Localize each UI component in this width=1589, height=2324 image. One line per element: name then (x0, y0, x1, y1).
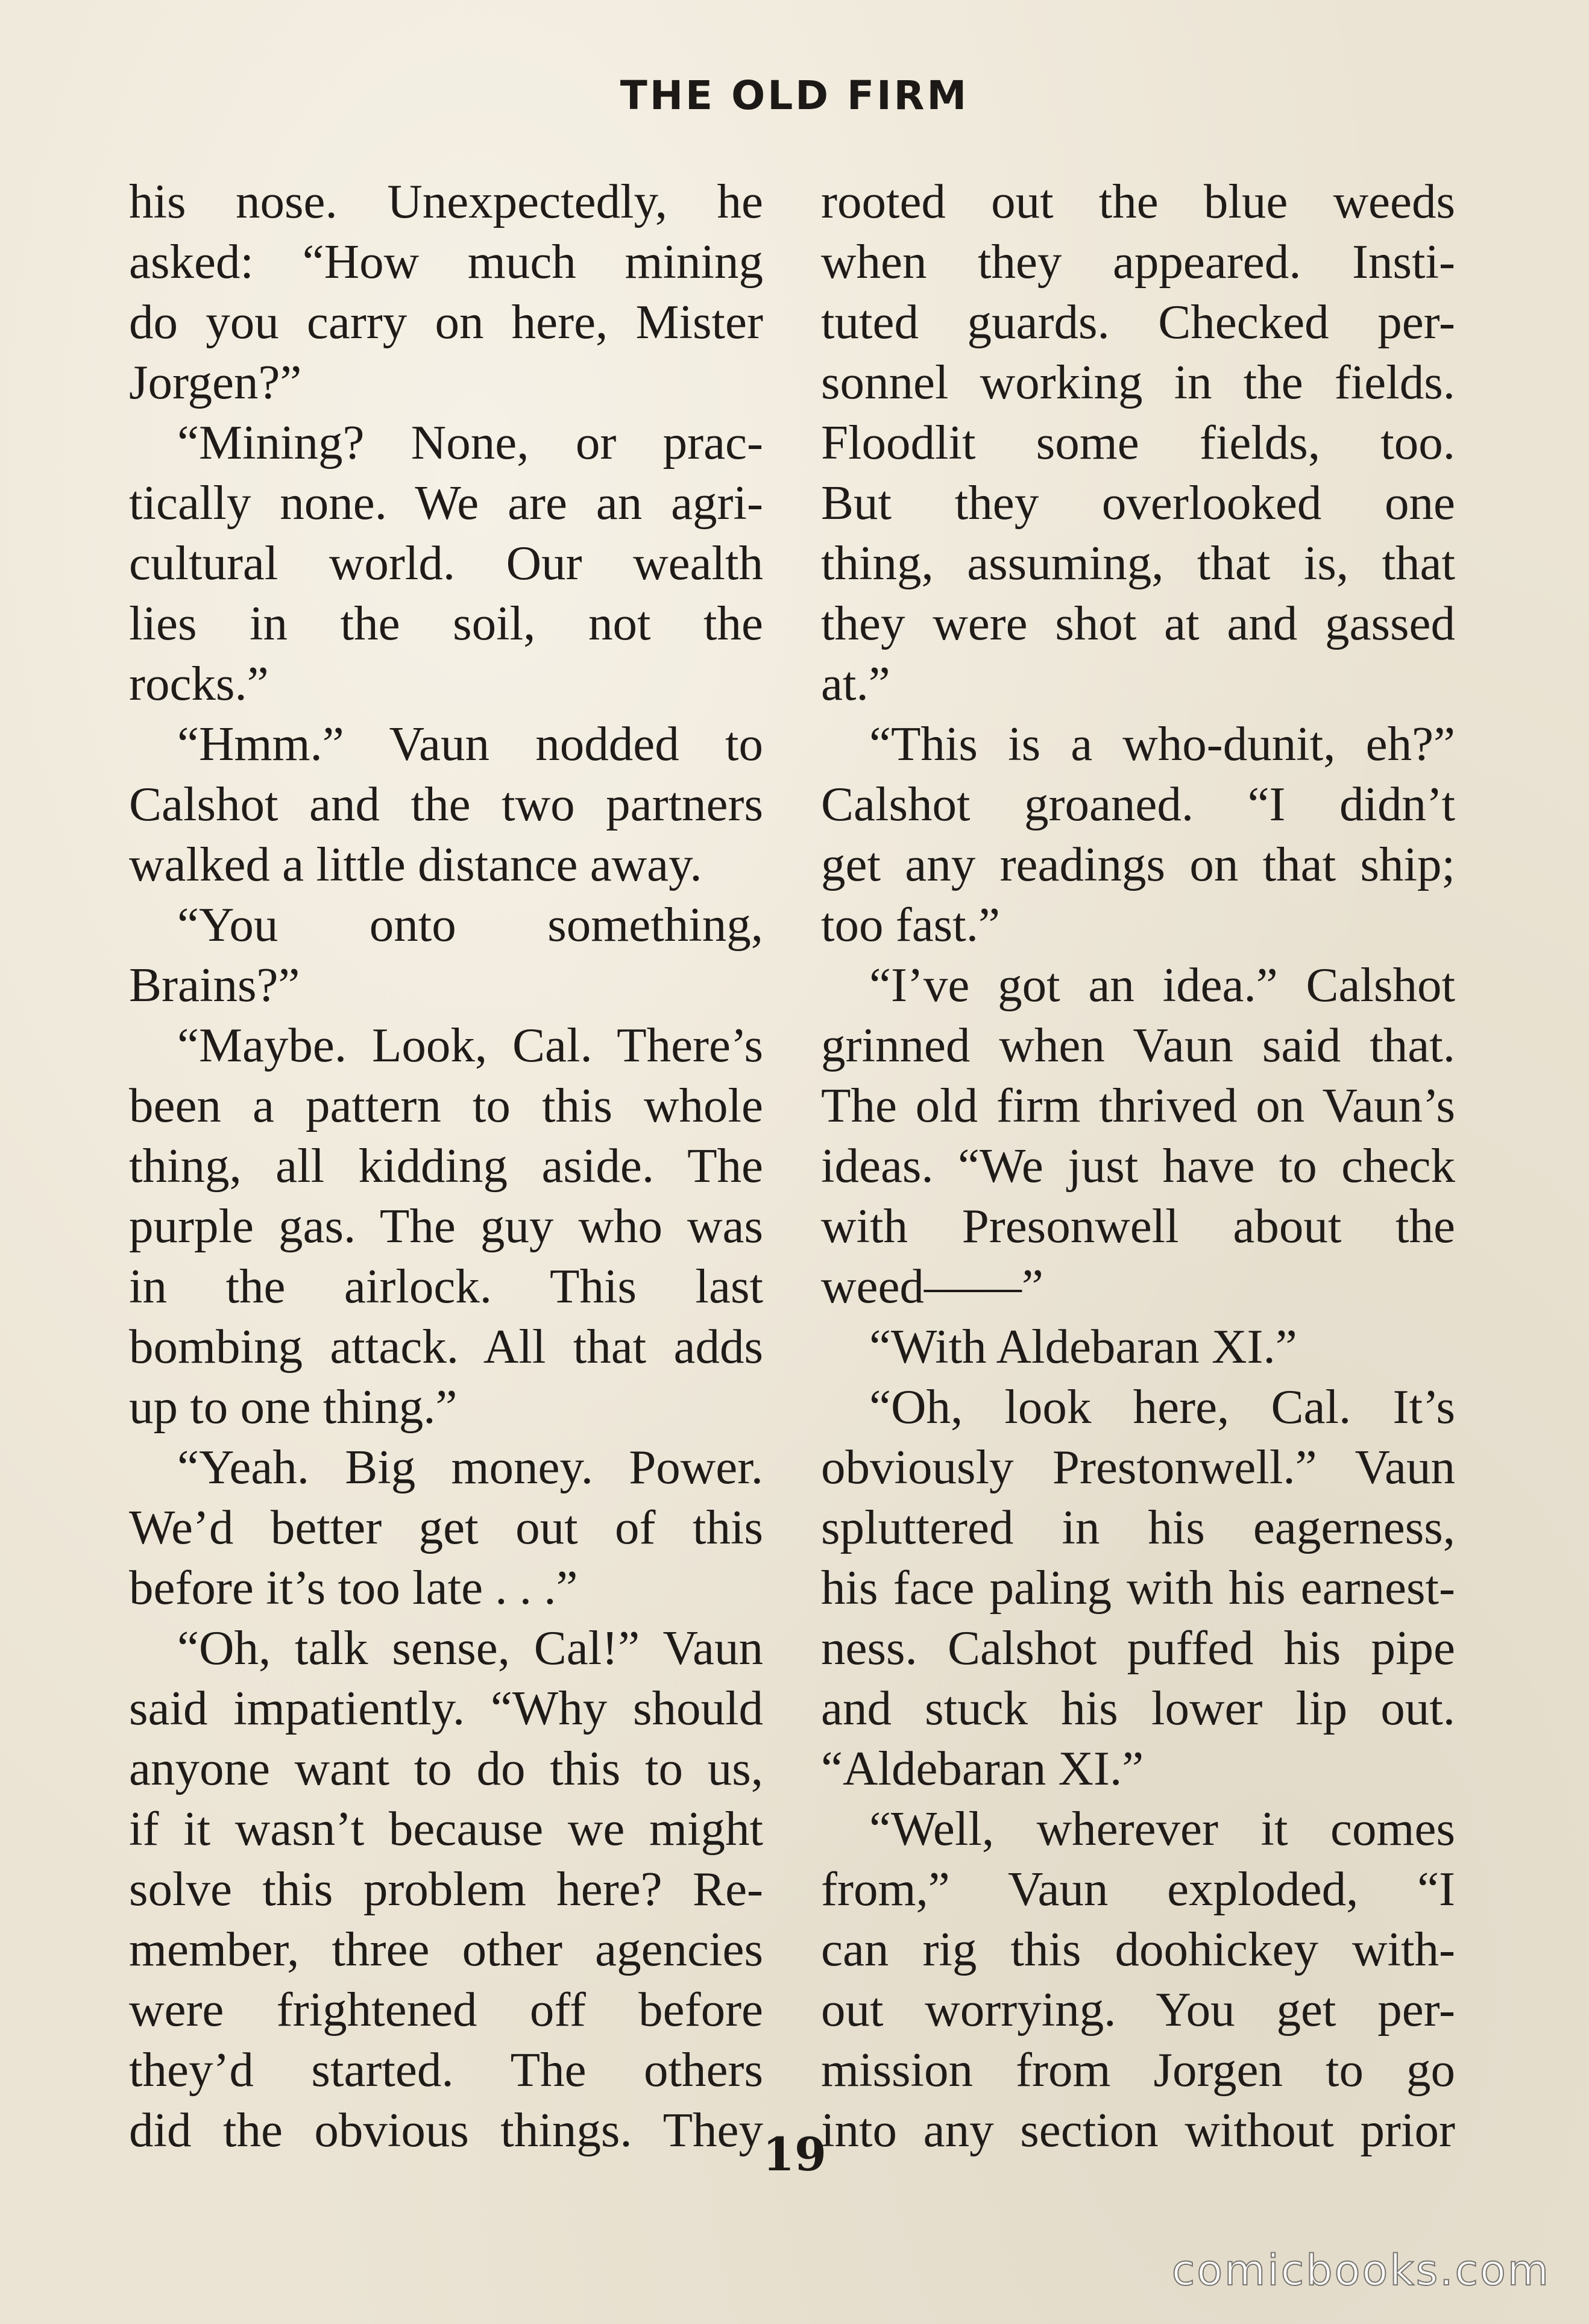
text-line: said impatiently. “Why should (129, 1681, 763, 1735)
text-line: “Hmm.” Vaun nodded to (177, 717, 763, 771)
text-line: walked a little distance away. (129, 837, 702, 891)
text-line: “Oh, talk sense, Cal!” Vaun (177, 1621, 763, 1675)
text-line: Floodlit some fields, too. (821, 415, 1455, 470)
text-line: did the obvious things. They (129, 2103, 763, 2157)
text-line: can rig this doohickey with- (821, 1922, 1455, 1976)
text-line: solve this problem here? Re- (129, 1862, 763, 1916)
text-line: rooted out the blue weeds (821, 174, 1455, 228)
text-line: But they overlooked one (821, 476, 1455, 530)
text-line: anyone want to do this to us, (129, 1741, 763, 1795)
text-line: ness. Calshot puffed his pipe (821, 1621, 1455, 1675)
text-line: asked: “How much mining (129, 234, 763, 289)
text-line: We’d better get out of this (129, 1500, 763, 1554)
text-line: Calshot groaned. “I didn’t (821, 777, 1455, 831)
text-line: cultural world. Our wealth (129, 536, 763, 590)
text-line: with Presonwell about the (821, 1199, 1455, 1253)
text-line: tuted guards. Checked per- (821, 295, 1455, 349)
text-line: lies in the soil, not the (129, 596, 763, 650)
text-line: spluttered in his eagerness, (821, 1500, 1455, 1554)
text-line: “I’ve got an idea.” Calshot (869, 958, 1455, 1012)
text-line: The old firm thrived on Vaun’s (821, 1078, 1455, 1132)
text-line: obviously Prestonwell.” Vaun (821, 1440, 1455, 1494)
text-line: out worrying. You get per- (821, 1982, 1455, 2037)
text-line: “With Aldebaran XI.” (869, 1319, 1297, 1374)
text-line: before it’s too late . . .” (129, 1560, 578, 1615)
text-line: into any section without prior (821, 2103, 1455, 2157)
text-line: thing, all kidding aside. The (129, 1138, 763, 1193)
text-line: weed——” (821, 1259, 1043, 1313)
text-line: Jorgen?” (129, 355, 302, 409)
text-line: “You onto something, (177, 897, 763, 952)
text-line: sonnel working in the fields. (821, 355, 1455, 409)
text-line: and stuck his lower lip out. (821, 1681, 1455, 1735)
text-line: too fast.” (821, 897, 1000, 952)
text-line: Calshot and the two partners (129, 777, 763, 831)
text-line: thing, assuming, that is, that (821, 536, 1455, 590)
text-line: “Yeah. Big money. Power. (177, 1440, 763, 1494)
watermark: comicbooks.com (1171, 2246, 1550, 2295)
text-line: “This is a who-dunit, eh?” (869, 717, 1455, 771)
text-line: been a pattern to this whole (129, 1078, 763, 1132)
text-line: “Oh, look here, Cal. It’s (869, 1380, 1455, 1434)
text-line: mission from Jorgen to go (821, 2043, 1455, 2097)
text-line: bombing attack. All that adds (129, 1319, 763, 1374)
text-line: get any readings on that ship; (821, 837, 1455, 891)
text-line: purple gas. The guy who was (129, 1199, 763, 1253)
text-line: his face paling with his earnest- (821, 1560, 1455, 1615)
text-line: at.” (821, 656, 890, 711)
text-line: “Aldebaran XI.” (821, 1741, 1144, 1795)
text-line: they were shot at and gassed (821, 596, 1455, 650)
text-line: up to one thing.” (129, 1380, 458, 1434)
text-line: from,” Vaun exploded, “I (821, 1862, 1455, 1916)
left-text-column (129, 171, 763, 2160)
text-line: “Mining? None, or prac- (177, 415, 763, 470)
text-line: ideas. “We just have to check (821, 1138, 1455, 1193)
text-line: his nose. Unexpectedly, he (129, 174, 763, 228)
text-line: were frightened off before (129, 1982, 763, 2037)
text-line: rocks.” (129, 656, 269, 711)
text-line: “Maybe. Look, Cal. There’s (177, 1018, 763, 1072)
page-number: 19 (763, 2128, 826, 2181)
text-line: when they appeared. Insti- (821, 234, 1455, 289)
text-line: they’d started. The others (129, 2043, 763, 2097)
text-line: member, three other agencies (129, 1922, 763, 1976)
text-line: do you carry on here, Mister (129, 295, 763, 349)
text-line: grinned when Vaun said that. (821, 1018, 1455, 1072)
text-line: in the airlock. This last (129, 1259, 763, 1313)
running-head: THE OLD FIRM (620, 72, 969, 119)
right-text-column (821, 171, 1455, 2160)
text-line: tically none. We are an agri- (129, 476, 763, 530)
text-line: “Well, wherever it comes (869, 1801, 1455, 1856)
text-line: Brains?” (129, 958, 300, 1012)
text-line: if it wasn’t because we might (129, 1801, 763, 1856)
